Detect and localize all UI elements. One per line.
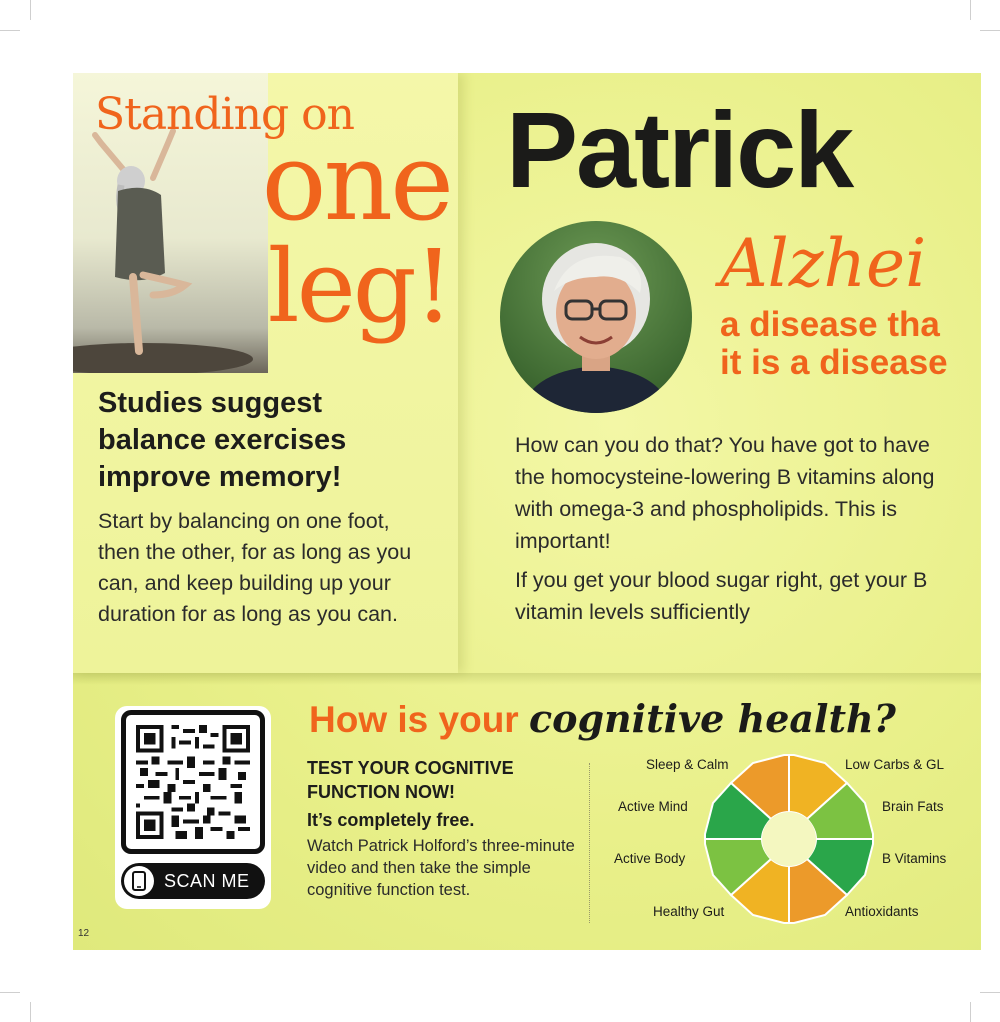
crop-mark bbox=[30, 0, 31, 20]
wheel-label-active-body: Active Body bbox=[614, 851, 686, 866]
qr-code[interactable] bbox=[121, 710, 265, 854]
patrick-portrait-photo bbox=[500, 221, 692, 413]
section-divider-shadow bbox=[73, 673, 981, 685]
cognitive-health-title bbox=[309, 695, 896, 744]
portrait-illustration bbox=[500, 221, 692, 413]
title-standing-on: Standing on bbox=[95, 89, 354, 140]
article-paragraph-2: If you get your blood sugar right, get your B vitamin levels sufficiently bbox=[515, 568, 928, 624]
crop-mark bbox=[970, 1002, 971, 1022]
balance-article bbox=[73, 73, 458, 673]
cognitive-health-wheel bbox=[698, 748, 880, 930]
scan-me-label: SCAN ME bbox=[164, 870, 250, 891]
smartphone-icon bbox=[124, 866, 154, 896]
wheel-label-b-vitamins: B Vitamins bbox=[882, 851, 947, 866]
cognitive-title-italic: cognitive health? bbox=[528, 696, 896, 741]
patrick-article bbox=[458, 73, 981, 673]
wheel-center bbox=[762, 812, 816, 866]
article-subtitle-italic: Alzhei bbox=[720, 225, 927, 302]
balance-body-text: Start by balancing on one foot, then the other, for as long as you can, and keep building up your duration for as long as you can. bbox=[98, 509, 412, 626]
wheel-label-brain-fats: Brain Fats bbox=[882, 799, 944, 814]
test-cognitive-heading: TEST YOUR COGNITIVE FUNCTION NOW! bbox=[307, 758, 514, 802]
wheel-label-sleep-calm: Sleep & Calm bbox=[646, 757, 729, 772]
crop-mark bbox=[970, 0, 971, 20]
article-name-heading: Patrick bbox=[506, 89, 853, 210]
crop-mark bbox=[980, 992, 1000, 993]
title-one: one bbox=[261, 120, 451, 245]
scan-me-button[interactable] bbox=[121, 863, 265, 899]
wheel-label-active-mind: Active Mind bbox=[618, 799, 688, 814]
article-paragraph-1: How can you do that? You have got to have the homocysteine-lowering B vitamins along with omega-3 and phospholipids. This is important! bbox=[515, 433, 935, 553]
page-number: 12 bbox=[78, 928, 90, 939]
wheel-label-antioxidants: Antioxidants bbox=[845, 904, 919, 919]
cognitive-title-plain: How is your bbox=[309, 699, 519, 740]
qr-code-pattern-icon bbox=[136, 725, 250, 839]
wheel-label-low-carbs: Low Carbs & GL bbox=[845, 757, 945, 772]
magazine-page bbox=[73, 73, 981, 950]
completely-free-text: It’s completely free. bbox=[307, 810, 475, 830]
balance-headline: Studies suggest balance exercises improve memory! bbox=[98, 387, 347, 493]
crop-mark bbox=[0, 992, 20, 993]
crop-mark bbox=[30, 1002, 31, 1022]
article-subtitle-line1: a disease tha bbox=[720, 305, 940, 344]
title-leg: leg! bbox=[267, 228, 451, 345]
dotted-divider bbox=[589, 763, 590, 923]
crop-mark bbox=[0, 30, 20, 31]
watch-video-text: Watch Patrick Holford’s three-minute video and then take the simple cognitive function test. bbox=[307, 837, 575, 899]
wheel-label-healthy-gut: Healthy Gut bbox=[653, 904, 725, 919]
qr-code-card[interactable] bbox=[115, 706, 271, 909]
crop-mark bbox=[980, 30, 1000, 31]
article-subtitle-line2: it is a disease bbox=[720, 343, 948, 382]
